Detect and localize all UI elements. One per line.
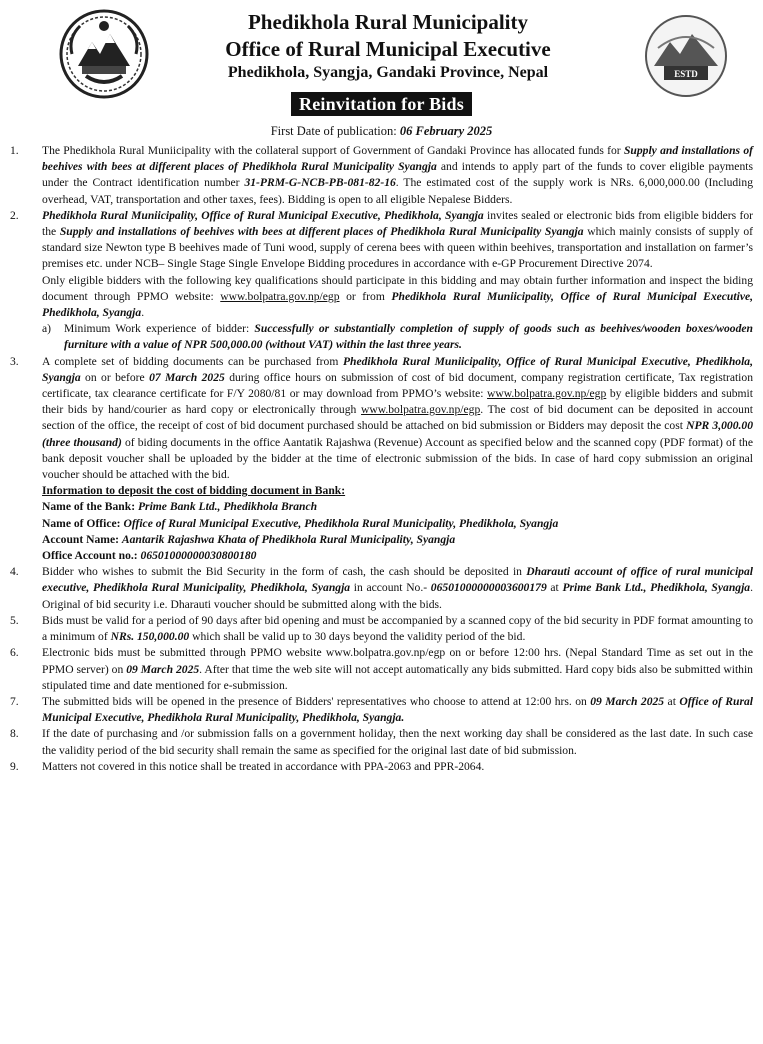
item-text: and intends to apply part of the funds to cover eligible payments under the Contract identification number [42,160,753,190]
bolpatra-link[interactable]: www.bolpatra.gov.np/egp [361,403,481,417]
bid-security-amount: NRs. 150,000.00 [110,630,190,644]
notice-item-1 [8,143,753,208]
item-number: 3. [10,354,19,368]
office-name-line [42,516,753,532]
bank-info-heading: Information to deposit the cost of bidding document in Bank: [42,484,346,498]
notice-item-3 [8,354,753,565]
item-text: . The estimated cost of the supply work is NRs. 6,000,000.00 (Including overhead, VAT, transportation and other taxes, fees). Bidding is open to all eligible Nepalese Bidders. [42,176,753,206]
item-text: A complete set of bidding documents can be purchased from [42,354,343,368]
item-text: at [546,581,563,595]
bank-info-block [42,483,753,564]
dharauti-account-number: 06501000000003600179 [430,581,547,595]
item-text: invites sealed or electronic bids from eligible bidders for the [42,208,753,239]
sub-item-label: a) [42,322,52,336]
item-text: . Original of bid security i.e. Dharauti voucher should be submitted along with the bids. [42,581,753,611]
item-number: 2. [10,208,19,222]
item-number: 6. [10,646,19,660]
item-text: Bids must be valid for a period of 90 days after bid opening and must be accompanied by a scanned copy of the bid security in PDF format amounting to a minimum of [42,613,753,644]
publication-date-line [0,124,763,139]
item-text: If the date of purchasing and /or submission falls on a government holiday, then the next working day shall be considered as the last date. In such case the validity period of the bid security shall remain the same as specified for the original last date of bid submission. [42,727,753,757]
item-emphasis: Phedikhola Rural Muniicipality, Office of Rural Municipal Executive, Phedikhola, Syangja [42,208,484,222]
item-text: at [664,694,680,708]
item-emphasis: Phedikhola Rural Muniicipality, Office of Rural Municipal Executive, Phedikhola, Syangja [42,354,753,384]
bolpatra-link[interactable]: www.bolpatra.gov.np/egp [487,387,607,401]
notice-item-9 [8,759,753,775]
item-emphasis: Successfully or substantially completion of supply of goods such as beehives/wooden boxes/wooden furniture with a value of NPR 500,000.00 (without VAT) within the last three years. [64,322,753,352]
item-text: The Phedikhola Rural Muniicipality with the collateral support of Government of Gandaki Province has allocated funds for [42,144,624,157]
item-text: of biding documents in the office Aantatik Rajashwa (Revenue) Account as specified below and the scanned copy (PDF format) of the bank deposit voucher shall be uploaded by the bidder at the time of electronic submission of the bids. In case of hard copy submission an original voucher should be attached with the bid. [42,435,753,482]
item-emphasis: Dharauti account of office of rural municipal executive, Phedikhola Rural Municipality, Phedikhola, Syangja [42,565,753,595]
notice-body [8,143,753,775]
item-emphasis: Supply and installations of beehives with bees at different places of Phedikhola Rural Municipality Syangja [59,225,584,239]
item-text: Electronic bids must be submitted through PPMO website www.bolpatra.gov.np/egp on or before 12:00 hrs. (Nepal Standard Time as set out in the PPMO server) on [42,646,753,676]
notice-item-2 [8,208,753,354]
purchase-deadline: 07 March 2025 [149,370,225,384]
opening-date: 09 March 2025 [590,694,665,708]
qualification-a [42,321,753,353]
bolpatra-link[interactable]: www.bolpatra.gov.np/egp [220,289,340,303]
bank-name-line [42,499,753,515]
item-text: in account No.- [350,581,431,595]
item-text: Only eligible bidders with the following key qualifications should participate in this bidding and may obtain further information and inspect the biding document through PPMO website: [42,273,753,303]
item-text: by eligible bidders and submit their bids by hand/courier as hard copy or electronically through [42,387,753,417]
logo-text: ESTD [674,69,698,79]
item-text: Matters not covered in this notice shall be treated in accordance with PPA-2063 and PPR-2064. [42,759,485,773]
notice-item-7 [8,694,753,726]
item-text: on or before [80,370,150,384]
item-text: . [141,306,145,320]
item-number: 1. [10,144,19,157]
item-emphasis: Supply and installations of beehives with bees at different places of Phedikhola Rural Municipality Syangja [42,144,754,174]
contract-id: 31-PRM-G-NCB-PB-081-82-16 [244,176,396,190]
notice-item-5 [8,613,753,645]
item-text: or from [339,289,392,303]
field-value: Office of Rural Municipal Executive, Phedikhola Rural Municipality, Phedikhola, Syangja [123,516,559,530]
item-text: The submitted bids will be opened in the presence of Bidders' representatives who choose to attend at 12:00 hrs. on [42,694,591,708]
office-name: Office of Rural Municipal Executive [225,37,551,61]
notice-title: Reinvitation for Bids [291,92,472,116]
item-text: . The cost of bid document can be deposited in account section of the office, the receipt of cost of bid document purchased should be attached on bid submission or Bidders may deposit the cost [42,403,753,433]
nepal-emblem-logo [58,8,150,100]
field-value: 06501000000030800180 [140,549,257,563]
title-bar [0,92,763,116]
item-emphasis: Office of Rural Municipal Executive, Phedikhola Rural Municipality, Phedikhola, Syangja. [42,694,753,725]
publication-date: 06 February 2025 [399,124,493,138]
item-text: during office hours on submission of cost of bid document, company registration certificate, Tax registration certificate, tax clearance certificate for F/Y 2080/81 or may download from PPMO’s website: [42,370,753,401]
item-number: 4. [10,565,19,579]
item-text: which shall be valid up to 30 days beyond the validity period of the bid. [189,630,526,644]
item-number: 5. [10,613,19,627]
office-address: Phedikhola, Syangja, Gandaki Province, Nepal [227,64,549,81]
item-number: 7. [10,694,19,708]
publication-date-label: First Date of publication: [270,124,400,138]
field-value: Aantarik Rajashwa Khata of Phedikhola Rural Municipality, Syangja [121,532,456,546]
field-label: Account Name: [42,532,122,546]
submission-deadline: 09 March 2025 [126,662,200,676]
field-label: Office Account no.: [42,549,141,563]
notice-item-4 [8,564,753,613]
item-text: which mainly consists of supply of standard size Newton type B beehives made of Tuni wood, supply of cerena bees with queen within beehives, transportation and installation on farmer’s premises etc. under NCB– Single Stage Single Envelope Bidding procedures in accordance with e-GP Procurement Directive 2074. [42,225,753,271]
item-text: Minimum Work experience of bidder: [64,322,255,336]
qualification-paragraph [42,273,753,322]
field-label: Name of the Bank: [42,500,138,514]
item-number: 8. [10,727,19,741]
municipality-name: Phedikhola Rural Municipality [247,10,529,34]
notice-item-8 [8,726,753,758]
field-value: Prime Bank Ltd., Phedikhola Branch [137,500,318,514]
municipality-logo [636,12,736,100]
item-emphasis: Prime Bank Ltd., Phedikhola, Syangja [562,581,751,595]
field-label: Name of Office: [42,516,124,530]
item-text: . After that time the web site will not accept automatically any bids submitted. Hard copy bids also be submitted within stipulated time and date mentioned for e-submission. [42,662,753,692]
item-emphasis: Phedikhola Rural Muniicipality, Office of Rural Municipal Executive, Phedikhola, Syangja [42,289,754,320]
account-name-line [42,532,753,548]
item-text: Bidder who wishes to submit the Bid Security in the form of cash, the cash should be deposited in [42,565,527,579]
document-cost: NPR 3,000.00 (three thousand) [42,419,753,449]
notice-item-6 [8,645,753,694]
account-number-line [42,548,753,564]
item-number: 9. [10,759,19,773]
